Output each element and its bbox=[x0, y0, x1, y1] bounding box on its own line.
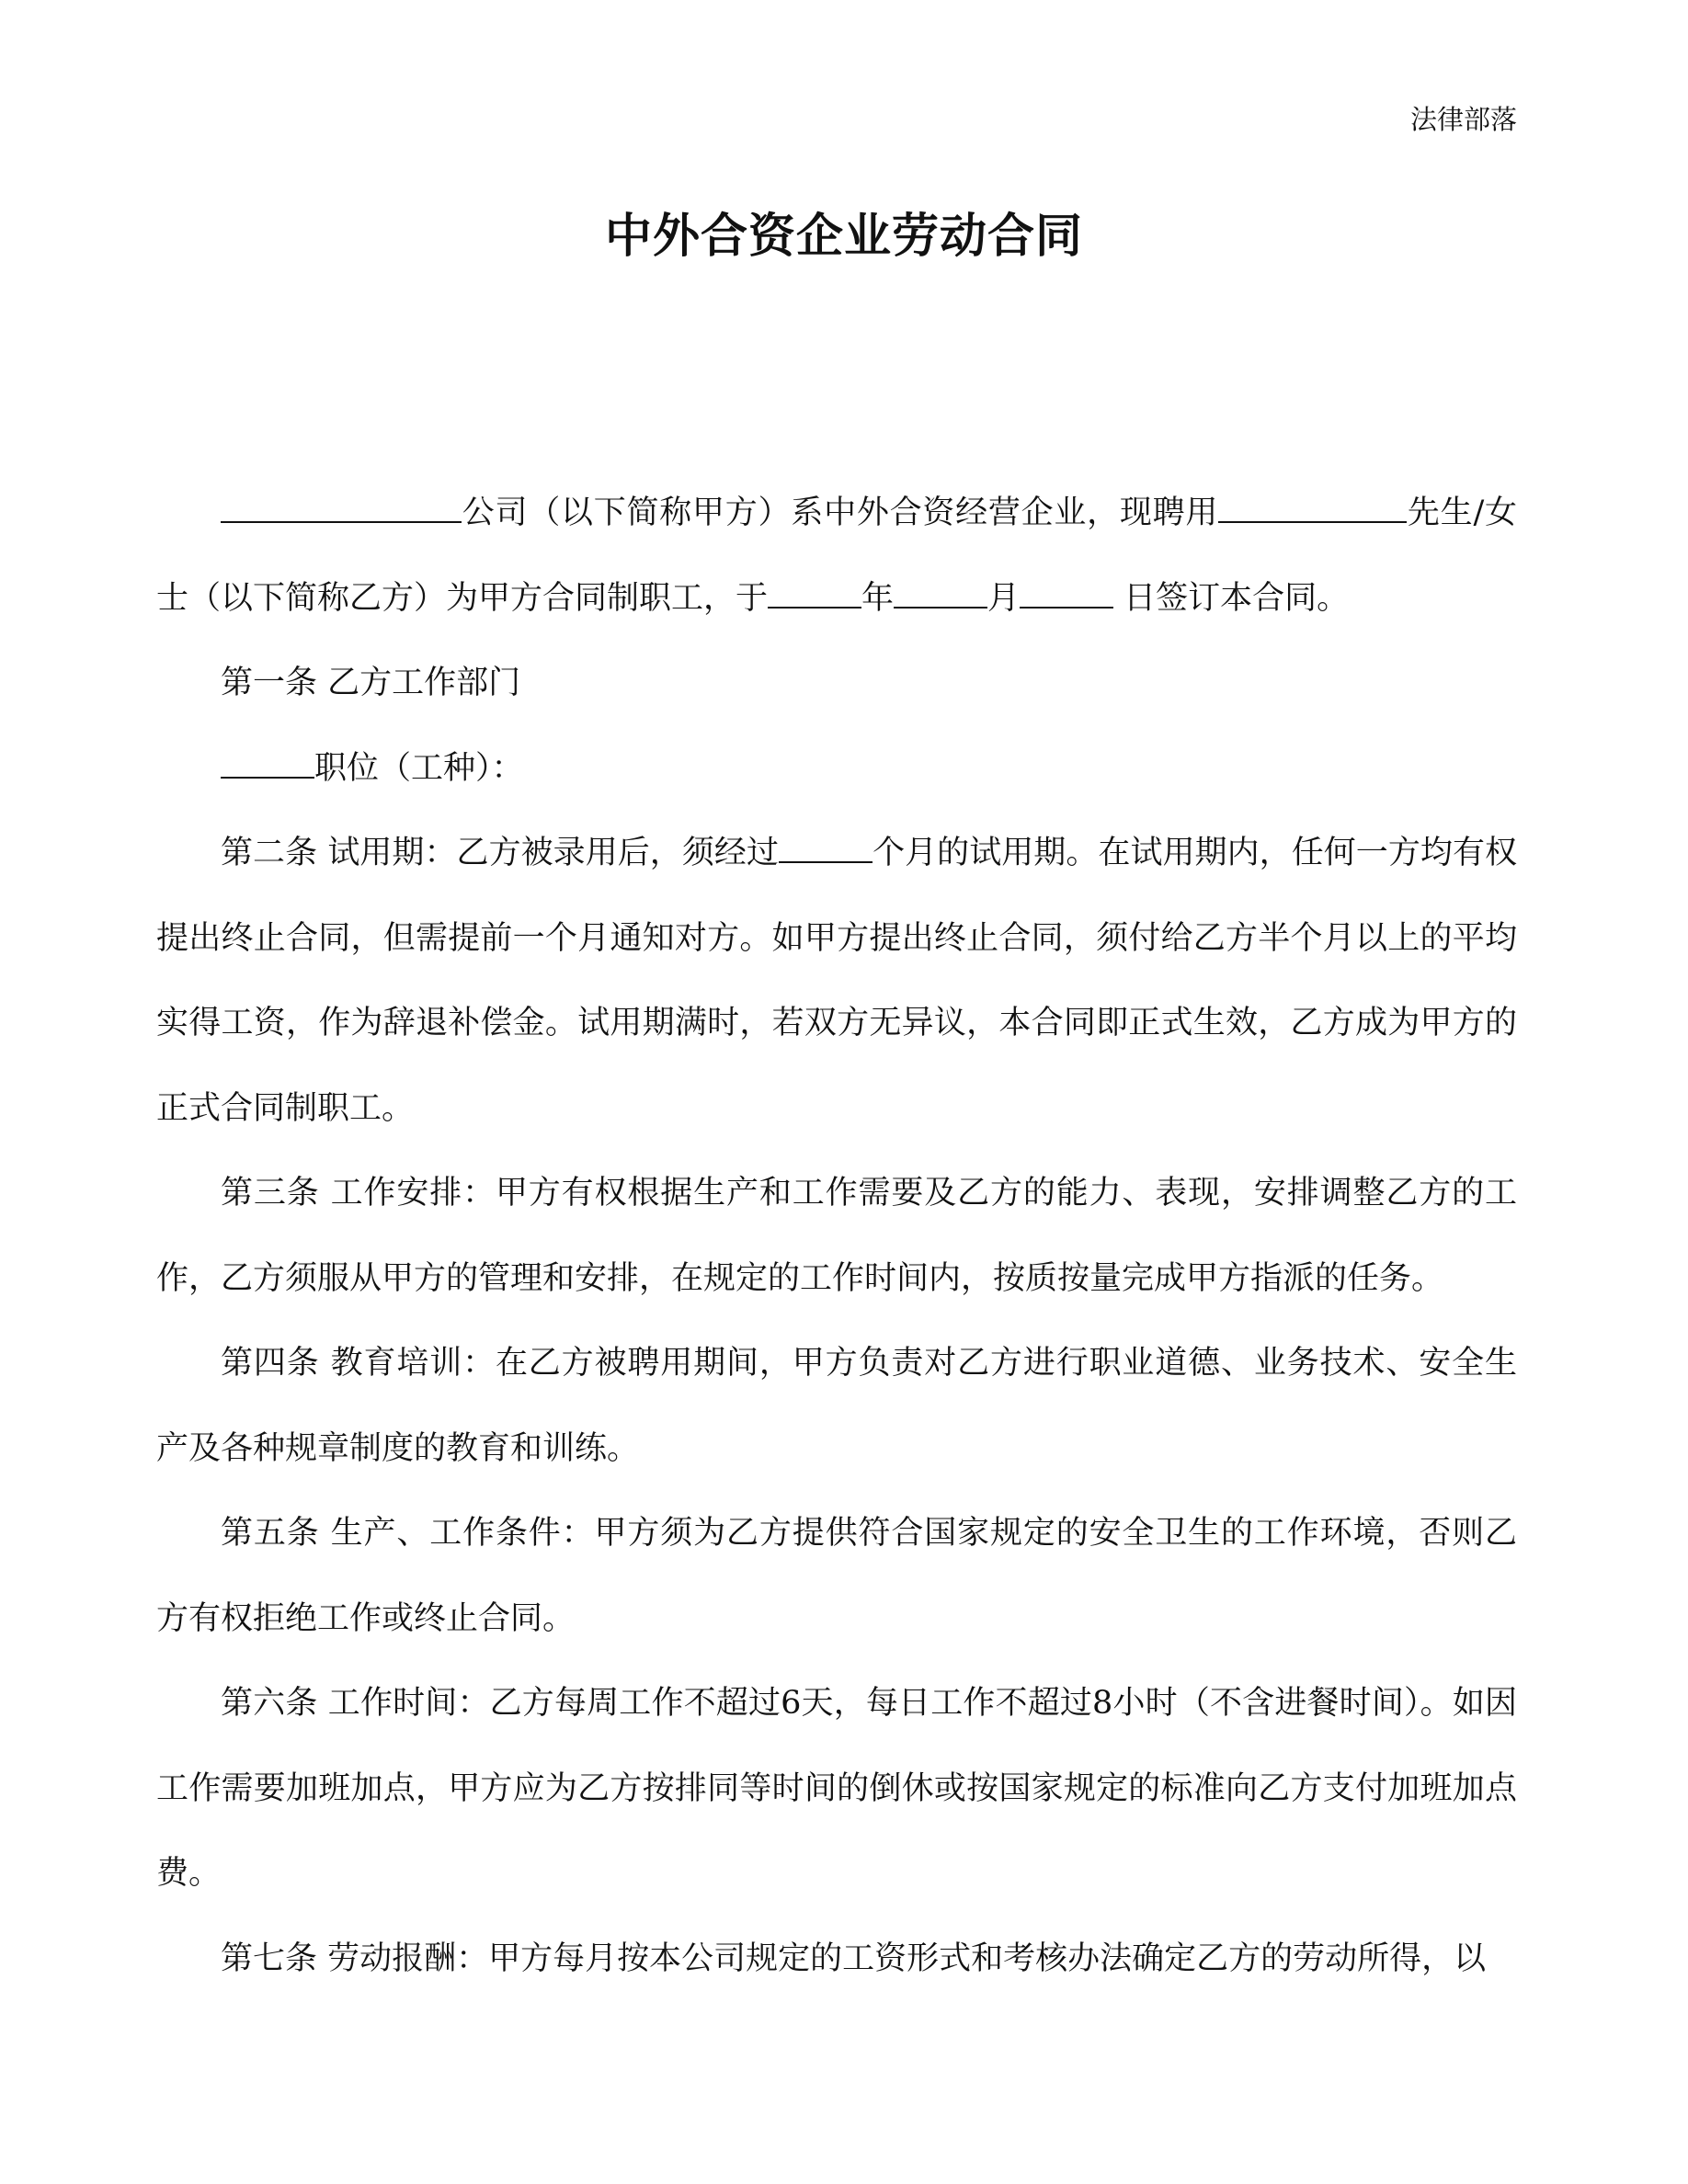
company-name-blank bbox=[221, 494, 462, 523]
article-6: 第六条 工作时间：乙方每周工作不超过6天，每日工作不超过8小时（不含进餐时间）。如因工作需要加班加点，甲方应为乙方按排同等时间的倒休或按国家规定的标准向乙方支付加班加点费。 bbox=[156, 1685, 1517, 1892]
article-5: 第五条 生产、工作条件：甲方须为乙方提供符合国家规定的安全卫生的工作环境，否则乙方有权拒绝工作或终止合同。 bbox=[156, 1515, 1517, 1637]
article-1-position bbox=[156, 726, 1517, 812]
article-2-text-2: 个月的试用期。在试用期内，任何一方均有权提出终止合同，但需提前一个月通知对方。如甲方提出终止合同，须付给乙方半个月以上的平均实得工资，作为辞退补偿金。试用期满时，若双方无异议，本合同即正式生效，乙方成为甲方的正式合同制职工。 bbox=[156, 835, 1517, 1127]
employee-name-blank bbox=[1218, 494, 1407, 523]
document-title: 中外合资企业劳动合同 bbox=[604, 209, 1083, 264]
intro-text-2: 先生/女士（以下简称乙方）为甲方合同制职工，于 bbox=[156, 495, 1517, 617]
article-7: 第七条 劳动报酬：甲方每月按本公司规定的工资形式和考核办法确定乙方的劳动所得，以 bbox=[221, 1939, 1487, 1977]
intro-text-1: 公司（以下简称甲方）系中外合资经营企业，现聘用 bbox=[462, 495, 1219, 531]
probation-months-blank bbox=[779, 834, 873, 863]
article-1-title: 第一条 乙方工作部门 bbox=[221, 665, 521, 701]
header-brand: 法律部落 bbox=[1409, 104, 1517, 135]
year-label: 年 bbox=[861, 579, 895, 617]
article-2 bbox=[156, 811, 1517, 1151]
year-blank bbox=[768, 579, 861, 609]
month-blank bbox=[894, 579, 987, 609]
position-label: 职位（工种）： bbox=[314, 749, 524, 787]
article-3: 第三条 工作安排：甲方有权根据生产和工作需要及乙方的能力、表现，安排调整乙方的工作，乙方须服从甲方的管理和安排，在规定的工作时间内，按质按量完成甲方指派的任务。 bbox=[156, 1175, 1517, 1297]
article-4: 第四条 教育培训：在乙方被聘用期间，甲方负责对乙方进行职业道德、业务技术、安全生产及各种规章制度的教育和训练。 bbox=[156, 1345, 1517, 1467]
intro-paragraph bbox=[156, 471, 1517, 641]
intro-text-3: 日签订本合同。 bbox=[1113, 579, 1350, 617]
article-2-text-1: 第二条 试用期：乙方被录用后，须经过 bbox=[221, 835, 780, 871]
month-label: 月 bbox=[987, 579, 1021, 617]
day-blank bbox=[1020, 579, 1113, 609]
position-blank bbox=[221, 749, 314, 779]
contract-body bbox=[156, 471, 1517, 2001]
